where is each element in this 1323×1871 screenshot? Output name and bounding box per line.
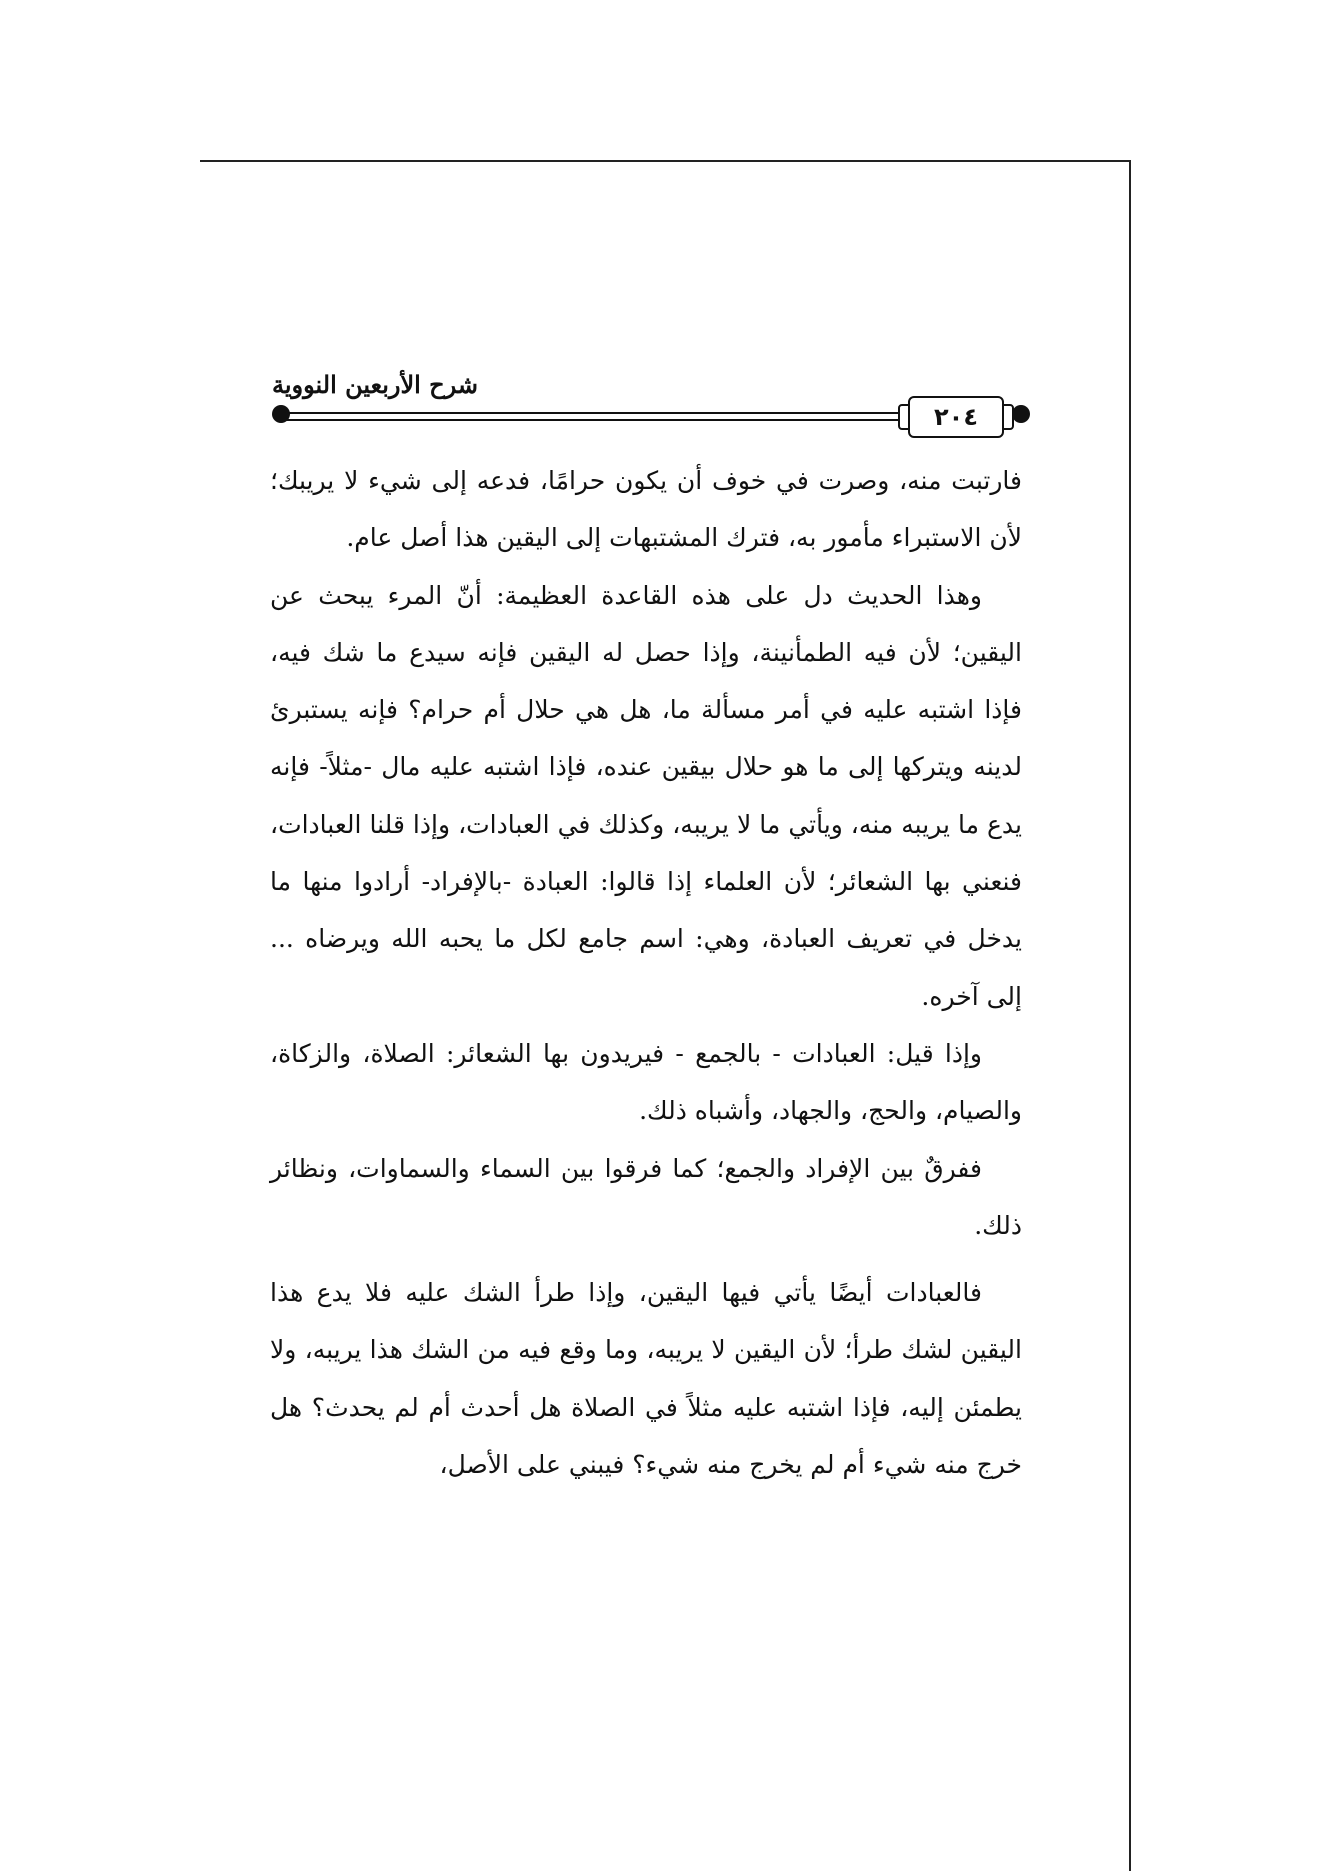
page-header: [272, 370, 1030, 440]
book-title: شرح الأربعين النووية: [272, 370, 479, 399]
paragraph-2: وهذا الحديث دل على هذه القاعدة العظيمة: أنّ المرء يبحث عن اليقين؛ لأن فيه الطمأنينة، وإذا حصل له اليقين فإنه سيدع ما شك فيه، فإذا اشتبه عليه في أمر مسألة ما، هل هي حلال أم حرام؟ فإنه يستبرئ لدينه ويتركها إلى ما هو حلال بيقين عنده، فإذا اشتبه عليه مال -مثلاً- فإنه يدع ما يريبه منه، ويأتي ما لا يريبه، وكذلك في العبادات، وإذا قلنا العبادات، فنعني بها الشعائر؛ لأن العلماء إذا قالوا: العبادة -بالإفراد- أرادوا منها ما يدخل في تعريف العبادة، وهي: اسم جامع لكل ما يحبه الله ويرضاه ... إلى آخره.: [270, 580, 1022, 1011]
paragraph-5: فالعبادات أيضًا يأتي فيها اليقين، وإذا طرأ الشك عليه فلا يدع هذا اليقين لشك طرأ؛ لأن اليقين لا يريبه، وما وقع فيه من الشك هذا يريبه، ولا يطمئن إليه، فإذا اشتبه عليه مثلاً في الصلاة هل أحدث أم لم يحدث؟ هل خرج منه شيء أم لم يخرج منه شيء؟ فيبني على الأصل،: [270, 1278, 1022, 1480]
page-frame-right-line: [1129, 160, 1131, 1871]
paragraph-3: وإذا قيل: العبادات - بالجمع - فيريدون بها الشعائر: الصلاة، والزكاة، والصيام، والحج، والجهاد، وأشباه ذلك.: [270, 1038, 1022, 1126]
body-text: [270, 452, 1022, 1493]
header-ornament-dot-left: [272, 405, 290, 423]
page-frame-top-line: [200, 160, 1131, 162]
paragraph-4: ففرقٌ بين الإفراد والجمع؛ كما فرقوا بين السماء والسماوات، ونظائر ذلك.: [270, 1153, 1022, 1240]
page-number: ٢٠٤: [908, 396, 1004, 438]
paragraph-1: فارتبت منه، وصرت في خوف أن يكون حرامًا، فدعه إلى شيء لا يريبك؛ لأن الاستبراء مأمور به، فترك المشتبهات إلى اليقين هذا أصل عام.: [270, 466, 1022, 553]
header-ornament-dot-right: [1012, 405, 1030, 423]
